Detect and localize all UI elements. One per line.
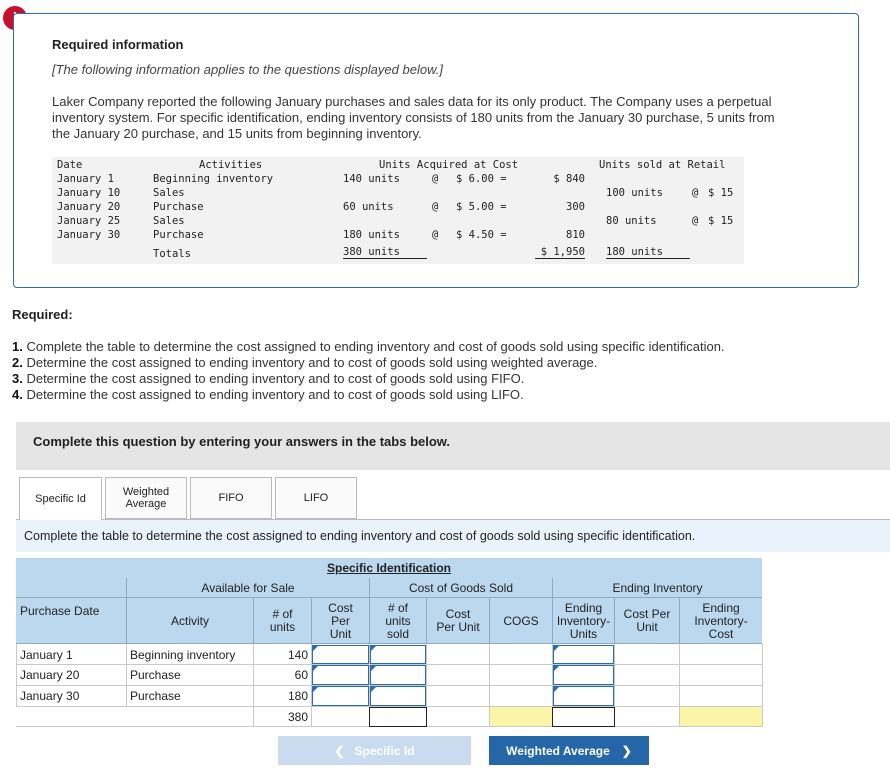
header-cogs-cost-per-unit: Cost Per Unit: [436, 607, 480, 634]
dt-date: January 30: [57, 229, 121, 241]
dt-activity: Purchase: [153, 201, 204, 213]
totals-units: 380 units: [343, 246, 427, 259]
required-item: 2. Determine the cost assigned to ending inventory and to cost of goods sold using weighted average.: [12, 355, 598, 370]
dt-units: 140 units: [343, 173, 400, 185]
row-activity: Purchase: [130, 689, 181, 703]
grid-title: Specific Identification: [326, 561, 452, 575]
row-units: 140: [287, 648, 308, 662]
dt-at-symbol: @: [432, 173, 439, 185]
header-cogs: COGS: [503, 613, 539, 628]
dt-total-cost: 810: [566, 229, 585, 241]
required-item: 3. Determine the cost assigned to ending inventory and to cost of goods sold using FIFO.: [12, 371, 525, 386]
dt-sold-units: 80 units: [606, 215, 657, 227]
header-cost-per-unit: Cost Per Unit: [328, 600, 353, 641]
dt-total-cost: $ 840: [553, 173, 585, 185]
row-date: January 1: [20, 648, 73, 662]
dt-unit-cost: $ 6.00 =: [456, 173, 507, 185]
units-sold-input-jan30[interactable]: [370, 686, 426, 706]
tab-specific-id[interactable]: Specific Id: [19, 477, 102, 520]
cost-per-unit-input-jan1[interactable]: [312, 645, 369, 664]
totals-label: Totals: [153, 248, 191, 260]
dt-date: January 25: [57, 215, 121, 227]
col-header-units-sold: Units sold at Retail: [599, 159, 726, 171]
required-information-title: Required information: [52, 37, 184, 52]
col-header-units-acquired: Units Acquired at Cost: [379, 159, 519, 171]
next-tab-button[interactable]: Weighted Average ❯: [489, 736, 649, 765]
dt-at-symbol: @: [432, 229, 439, 241]
ending-units-input-jan20[interactable]: [553, 665, 614, 685]
required-item: 4. Determine the cost assigned to ending inventory and to cost of goods sold using LIFO.: [12, 387, 524, 402]
ending-units-input-jan30[interactable]: [553, 686, 614, 706]
dt-activity: Sales: [153, 187, 185, 199]
header-activity: Activity: [170, 613, 209, 628]
group-available-for-sale: Available for Sale: [201, 581, 295, 595]
tab-fifo[interactable]: FIFO: [190, 477, 272, 519]
complete-banner-text: Complete this question by entering your answers in the tabs below.: [33, 434, 451, 449]
total-ending-units-cell: [552, 707, 615, 727]
dt-activity: Sales: [153, 215, 185, 227]
row-units: 60: [294, 668, 308, 682]
totals-sold-units: 180 units: [606, 246, 690, 259]
required-list: [12, 339, 725, 403]
dt-sold-at: @: [692, 187, 699, 199]
dt-date: January 20: [57, 201, 121, 213]
total-ending-cost-cell: [680, 707, 762, 726]
prev-tab-button[interactable]: ❮ Specific Id: [278, 736, 471, 765]
dt-unit-cost: $ 5.00 =: [456, 201, 507, 213]
header-purchase-date: Purchase Date: [20, 604, 100, 618]
col-header-date: Date: [57, 159, 83, 171]
header-ending-cost-per-unit: Cost Per Unit: [623, 607, 671, 634]
tab-lifo[interactable]: LIFO: [275, 477, 357, 519]
required-information-subtitle: [The following information applies to the questions displayed below.]: [52, 62, 443, 77]
required-item: 1. Complete the table to determine the cost assigned to ending inventory and cost of goods sold using specific identification.: [12, 339, 725, 354]
dt-units: 180 units: [343, 229, 400, 241]
header-num-units: # of units: [269, 607, 296, 634]
total-units-sold-cell: [369, 707, 427, 727]
dt-unit-cost: $ 4.50 =: [456, 229, 507, 241]
dt-date: January 1: [57, 173, 114, 185]
row-date: January 20: [20, 668, 80, 682]
problem-paragraph: Laker Company reported the following January purchases and sales data for its only product. The Company uses a perpetual inventory system. For specific identification, ending inventory consists of 180 units from the January 30 purchase, 5 units from the January 20 purchase, and 15 units from beginning inventory.: [52, 94, 775, 141]
dt-activity: Beginning inventory: [153, 173, 274, 185]
dt-retail-price: $ 15: [708, 187, 734, 199]
row-units: 180: [287, 689, 308, 703]
tab-instruction: Complete the table to determine the cost assigned to ending inventory and cost of goods sold using specific identification.: [24, 529, 696, 543]
ending-units-input-jan1[interactable]: [553, 645, 614, 664]
header-ending-cost: Ending Inventory- Cost: [694, 600, 748, 641]
row-activity: Beginning inventory: [130, 648, 236, 662]
dt-units: 60 units: [343, 201, 394, 213]
dt-total-cost: 300: [566, 201, 585, 213]
dt-retail-price: $ 15: [708, 215, 734, 227]
chevron-right-icon: ❯: [621, 743, 632, 758]
group-cost-of-goods-sold: Cost of Goods Sold: [408, 581, 514, 595]
col-header-activities: Activities: [199, 159, 263, 171]
dt-date: January 10: [57, 187, 121, 199]
group-ending-inventory: Ending Inventory: [612, 581, 703, 595]
header-ending-units: Ending Inventory- Units: [556, 600, 611, 641]
required-title: Required:: [12, 307, 73, 322]
total-cogs-cell: [490, 707, 552, 726]
chevron-left-icon: ❮: [334, 743, 345, 758]
row-activity: Purchase: [130, 668, 181, 682]
cost-per-unit-input-jan30[interactable]: [312, 686, 369, 706]
dt-activity: Purchase: [153, 229, 204, 241]
units-sold-input-jan1[interactable]: [370, 645, 426, 664]
header-units-sold: # of units sold: [385, 600, 411, 641]
tab-weighted-average[interactable]: Weighted Average: [105, 477, 187, 519]
totals-cost: $ 1,950: [535, 246, 585, 259]
dt-sold-units: 100 units: [606, 187, 663, 199]
dt-sold-at: @: [692, 215, 699, 227]
cost-per-unit-input-jan20[interactable]: [312, 665, 369, 685]
dt-at-symbol: @: [432, 201, 439, 213]
units-sold-input-jan20[interactable]: [370, 665, 426, 685]
total-units: 380: [287, 710, 308, 724]
row-date: January 30: [20, 689, 80, 703]
